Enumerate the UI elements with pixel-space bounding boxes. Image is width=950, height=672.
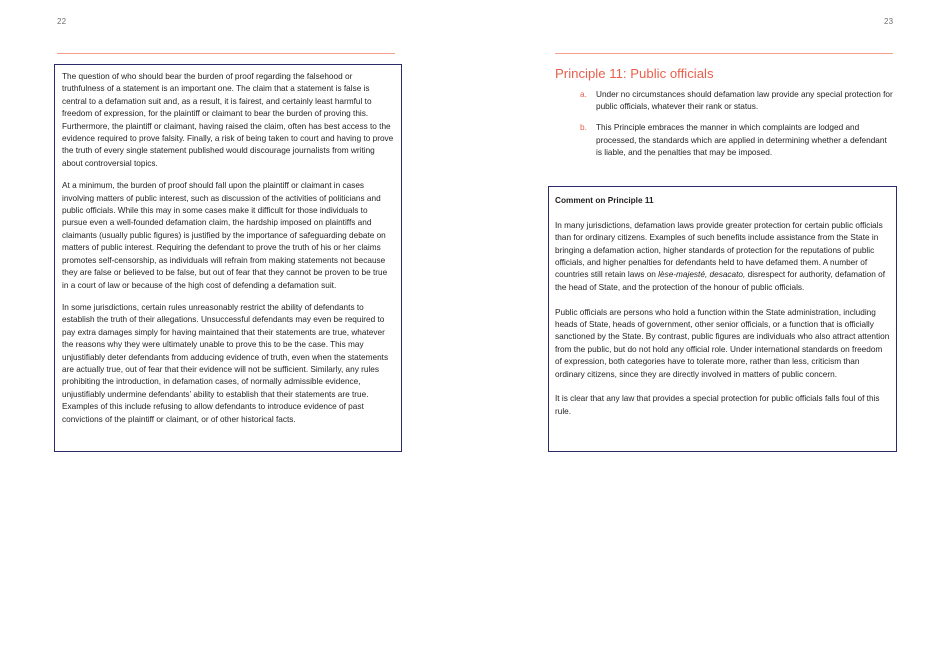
paragraph-jurisdiction-rules: In some jurisdictions, certain rules unreasonably restrict the ability of defendants to establish the truth of their allegations. Unsuccessful defendants may even be required to pay extra damages simply for having maintained that their statements are true, whatever the reasons why they were ultimately unable to prove this to be the case. This may unjustifiably deter defendants from adducing evidence of truth, even when the statements are actually true, out of fear that their evidence will not be sufficient. Similarly, any rules prohibiting the introduction, in defamation cases, of normally admissible evidence, unjustifiably undermine defendants’ ability to establish that their statements are true. Examples of this include refusing to allow defendants to introduce evidence of past convictions of the plaintiff or claimant, or of other historical facts. (62, 302, 389, 424)
comment-paragraph-1 (555, 220, 890, 294)
paragraph-burden-of-proof: The question of who should bear the burden of proof regarding the falsehood or truthfulness of a statement is an important one. The claim that a statement is false is central to a defamation suit and, as a result, it is fairest, and certainly least harmful to freedom of expression, for the plaintiff or claimant to bear the burden of proving this. Furthermore, the plaintiff or claimant, having raised the claim, often has best access to the evidence required to prove falsity. Finally, a risk of being taken to court and having to prove the truth of every single statement published would discourage journalists from writing about controversial topics. (62, 72, 394, 168)
list-marker-b: b. (580, 123, 587, 133)
principle-item-a-text: Under no circumstances should defamation law provide any special protection for public officials, whatever their rank or status. (596, 90, 893, 112)
text-box-left (54, 64, 402, 452)
comment-paragraph-1-start: In many jurisdictions, defamation laws provide greater protection for certain public officials than for ordinary citizens. Examples of such benefits include assistance from the State in bringing a defamation action, higher standards of protection for the reputations of public officials, and higher penalties for defendants held to have defamed them. A number of countries still retain laws on (555, 220, 883, 280)
list-marker-a: a. (580, 90, 587, 99)
principle-item-a (580, 89, 895, 114)
header-rule-right (555, 53, 893, 54)
comment-paragraph-1-end: disrespect for authority, defamation of the head of State, and the protection of the honour of public officials. (555, 270, 886, 292)
principle-title: Principle 11: Public officials (555, 66, 714, 81)
comment-paragraph-3: It is clear that any law that provides a special protection for public officials falls foul of this rule. (555, 394, 880, 416)
comment-box (548, 186, 897, 452)
paragraph-minimum-burden: At a minimum, the burden of proof should fall upon the plaintiff or claimant in cases involving matters of public interest, such as discussion of the activities of politicians and public officials. While this may in some cases make it difficult for those individuals to pursue even a well-founded defamation claim, the hardship imposed on plaintiffs and claimants (usually public figures) is justified by the importance of safeguarding debate on matters of public interest. Requiring the defendant to prove the truth of his or her claims promotes self-censorship, as individuals will refrain from making statements not because they are false or believed to be false, but out of fear that they cannot be proven to be true in a court of law or because of the high cost of defending a defamation suit. (62, 181, 388, 290)
principle-item-b (580, 122, 895, 159)
header-rule-left (57, 53, 395, 54)
comment-paragraph-1-italic: lèse-majesté, desacato, (658, 270, 746, 280)
page-number-right: 23 (884, 17, 894, 26)
comment-heading: Comment on Principle 11 (555, 196, 654, 205)
principle-list (580, 89, 895, 168)
principle-item-b-text: This Principle embraces the manner in which complaints are lodged and processed, the standards which are applied in determining whether a defendant is liable, and the penalties that may be imposed. (596, 123, 887, 158)
page-number-left: 22 (57, 17, 67, 26)
comment-paragraph-2: Public officials are persons who hold a function within the State administration, including heads of State, heads of government, other senior officials, or a function that is officially sanctioned by the State. By contrast, public figures are individuals who also attract attention from the public, but do not hold any official role. Under international standards on freedom of expression, both categories have to tolerate more, rather than less, criticism than ordinary citizens, since they are directly involved in matters of public concern. (555, 307, 890, 379)
